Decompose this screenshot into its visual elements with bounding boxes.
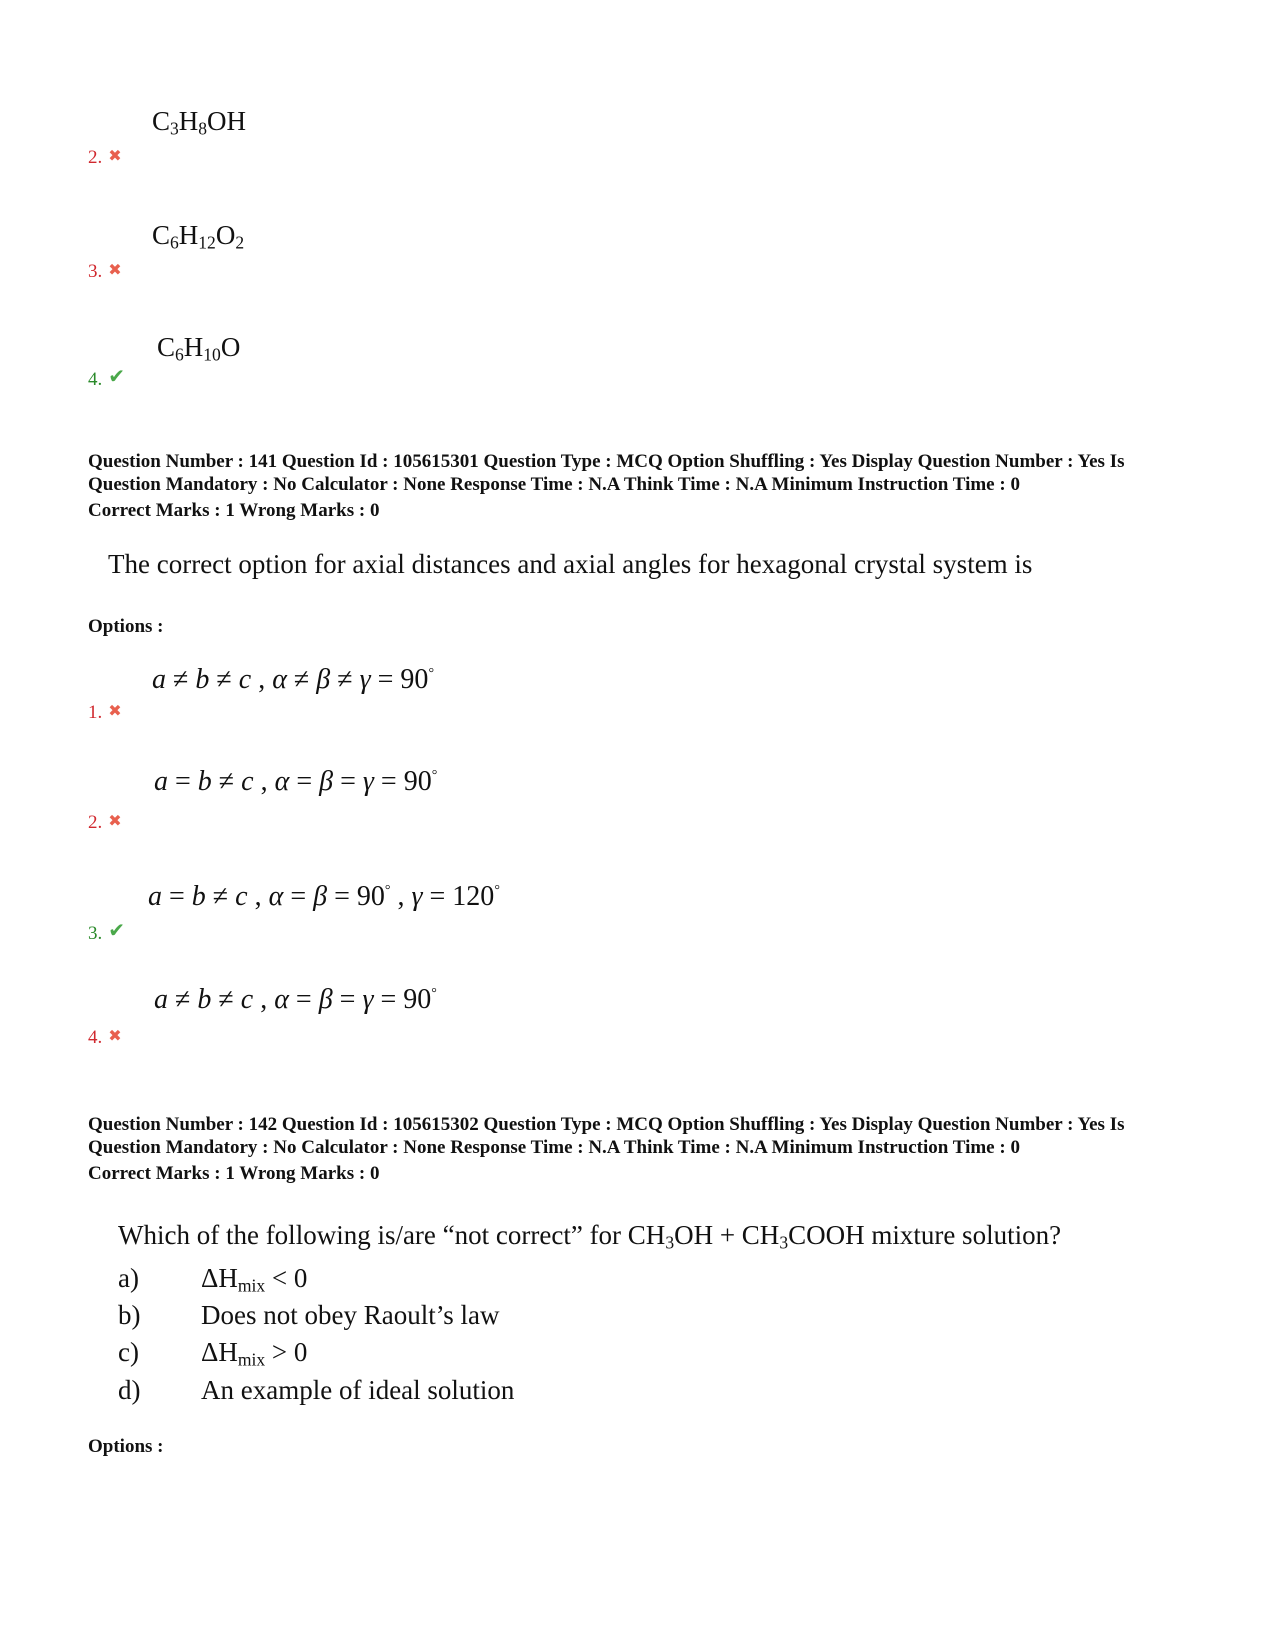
formula-segment: c <box>235 881 248 912</box>
formula-segment: a <box>154 766 168 797</box>
formula-segment: = <box>168 766 198 797</box>
formula-segment: ≠ <box>209 664 239 695</box>
formula-segment: = <box>333 766 363 797</box>
formula-segment: β <box>319 766 334 797</box>
previous-question-option-number <box>88 260 122 283</box>
formula-segment: OH <box>207 106 247 136</box>
formula-segment: c <box>240 984 254 1015</box>
formula-segment: , <box>253 766 275 797</box>
formula-segment: c <box>241 766 254 797</box>
statement-content <box>201 1375 514 1406</box>
formula-segment: = <box>332 984 363 1015</box>
question-141-marks: Correct Marks : 1 Wrong Marks : 0 <box>88 500 380 521</box>
formula-segment: C <box>152 106 171 136</box>
formula-segment: 3 <box>779 1232 789 1253</box>
question-142-metadata: Question Number : 142 Question Id : 105615302 Question Type : MCQ Option Shuffling : Yes Display Question Number : Yes Is Question Mandatory : No Calculator : None Response Time : N.A Think Time : N.A Minimum Instruction Time : 0 <box>88 1114 1125 1158</box>
formula-segment: 6 <box>175 344 184 365</box>
cross-mark-icon: ✖ <box>108 1028 122 1045</box>
statement-label: d) <box>118 1375 141 1405</box>
question-141-option-formula <box>148 881 500 913</box>
formula-segment: 2 <box>235 232 245 253</box>
formula-segment: ΔH <box>201 1337 238 1367</box>
formula-segment: ≠ <box>166 664 196 695</box>
previous-question-option-formula <box>152 220 244 253</box>
formula-segment: γ <box>362 766 374 797</box>
option-number-label: 3. <box>88 923 103 944</box>
formula-segment: Does not obey Raoult’s law <box>201 1300 500 1330</box>
formula-segment: , <box>390 881 412 912</box>
formula-segment: α <box>268 881 284 912</box>
formula-segment: = <box>162 881 192 912</box>
formula-segment: ≠ <box>211 984 241 1015</box>
formula-segment: , <box>247 881 269 912</box>
formula-segment: = <box>288 984 319 1015</box>
question-141-options-label: Options : <box>88 616 164 637</box>
question-141-text: The correct option for axial distances and axial angles for hexagonal crystal system is <box>108 549 1033 579</box>
statement-content <box>201 1337 307 1370</box>
formula-segment: 10 <box>203 344 221 365</box>
question-141-option-formula <box>154 984 437 1016</box>
formula-segment: An example of ideal solution <box>201 1375 515 1405</box>
formula-segment: = 90 <box>327 881 385 912</box>
formula-segment: β <box>313 881 328 912</box>
formula-segment: 3 <box>665 1232 675 1253</box>
formula-segment: = 90 <box>373 766 432 797</box>
formula-segment: ° <box>431 767 438 783</box>
formula-segment: = 120 <box>422 881 495 912</box>
formula-segment: Which of the following is/are “not correct” for CH <box>118 1220 666 1250</box>
question-141-option-number <box>88 701 122 724</box>
question-141-option-formula <box>152 664 434 696</box>
previous-question-option-number <box>88 364 125 391</box>
option-number-label: 2. <box>88 147 103 168</box>
formula-segment: ≠ <box>168 984 198 1015</box>
formula-segment: COOH mixture solution? <box>788 1220 1062 1250</box>
previous-question-option-formula <box>157 332 240 365</box>
formula-segment: ΔH <box>201 1263 238 1293</box>
formula-segment: c <box>238 664 252 695</box>
formula-segment: b <box>191 881 206 912</box>
option-number-label: 4. <box>88 369 103 390</box>
formula-segment: C <box>152 220 171 250</box>
question-142-marks: Correct Marks : 1 Wrong Marks : 0 <box>88 1163 380 1184</box>
question-142-options-label: Options : <box>88 1436 164 1457</box>
formula-segment: ° <box>384 882 391 898</box>
question-141-metadata: Question Number : 141 Question Id : 105615301 Question Type : MCQ Option Shuffling : Yes Display Question Number : Yes Is Question Mandatory : No Calculator : None Response Time : N.A Think Time : N.A Minimum Instruction Time : 0 <box>88 451 1125 495</box>
cross-mark-icon: ✖ <box>108 703 122 720</box>
formula-segment: = <box>289 766 320 797</box>
check-mark-icon: ✔ <box>108 920 126 942</box>
formula-segment: = 90 <box>373 984 432 1015</box>
formula-segment: O <box>220 332 241 362</box>
formula-segment: α <box>274 766 290 797</box>
formula-segment: γ <box>411 881 423 912</box>
formula-segment: α <box>274 984 289 1015</box>
formula-segment: b <box>197 766 212 797</box>
question-141-option-number <box>88 918 125 945</box>
formula-segment: ≠ <box>330 664 360 695</box>
formula-segment: = <box>283 881 314 912</box>
formula-segment: H <box>183 332 204 362</box>
formula-segment: , <box>253 984 275 1015</box>
cross-mark-icon: ✖ <box>108 262 122 279</box>
formula-segment: < 0 <box>265 1263 308 1293</box>
formula-segment: 6 <box>170 232 179 253</box>
option-number-label: 1. <box>88 702 103 723</box>
formula-segment: β <box>316 664 331 695</box>
formula-segment: = 90 <box>370 664 429 695</box>
question-142-text <box>118 1220 1061 1253</box>
formula-segment: ≠ <box>286 664 317 695</box>
formula-segment: 8 <box>198 118 208 139</box>
formula-segment: H <box>178 106 199 136</box>
formula-segment: a <box>152 664 166 695</box>
formula-segment: H <box>178 220 199 250</box>
question-141-option-formula <box>154 766 437 798</box>
formula-segment: β <box>318 984 333 1015</box>
formula-segment: C <box>157 332 176 362</box>
question-141-option-number <box>88 1026 122 1049</box>
formula-segment: α <box>272 664 287 695</box>
previous-question-option-formula <box>152 106 246 139</box>
statement-content <box>201 1300 499 1331</box>
formula-segment: mix <box>237 1275 266 1296</box>
formula-segment: a <box>154 984 168 1015</box>
check-mark-icon: ✔ <box>108 366 126 388</box>
previous-question-option-number <box>88 146 122 169</box>
formula-segment: γ <box>362 984 374 1015</box>
option-number-label: 3. <box>88 261 103 282</box>
statement-content <box>201 1263 307 1296</box>
formula-segment: ° <box>431 985 437 1001</box>
formula-segment: OH + CH <box>674 1220 780 1250</box>
formula-segment: ° <box>494 882 500 898</box>
formula-segment: γ <box>359 664 371 695</box>
option-number-label: 4. <box>88 1027 103 1048</box>
formula-segment: , <box>251 664 273 695</box>
formula-segment: ≠ <box>205 881 236 912</box>
formula-segment: ≠ <box>211 766 242 797</box>
formula-segment: b <box>197 984 212 1015</box>
formula-segment: > 0 <box>265 1337 308 1367</box>
formula-segment: ° <box>428 665 435 681</box>
formula-segment: O <box>215 220 236 250</box>
formula-segment: mix <box>237 1349 266 1370</box>
formula-segment: 3 <box>170 118 179 139</box>
formula-segment: 12 <box>198 232 216 253</box>
formula-segment: b <box>195 664 210 695</box>
cross-mark-icon: ✖ <box>108 148 122 165</box>
statement-label: a) <box>118 1263 139 1293</box>
option-number-label: 2. <box>88 812 103 833</box>
formula-segment: a <box>148 881 162 912</box>
statement-label: c) <box>118 1337 139 1367</box>
statement-label: b) <box>118 1300 141 1330</box>
question-141-option-number <box>88 811 122 834</box>
cross-mark-icon: ✖ <box>108 813 122 830</box>
